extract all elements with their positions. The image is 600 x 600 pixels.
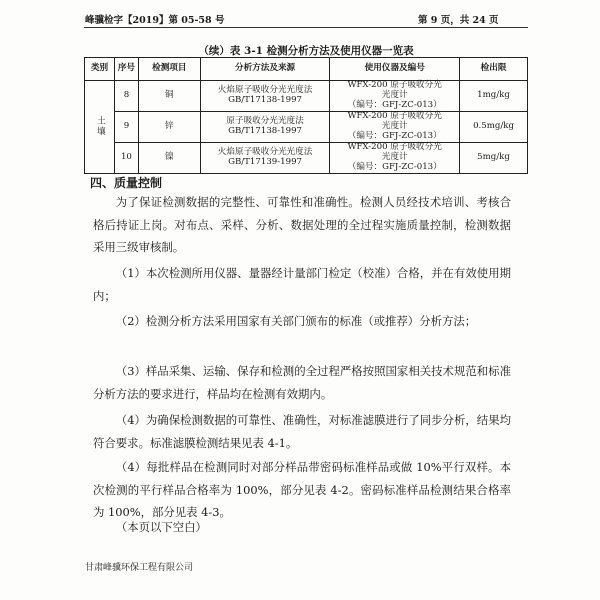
row-number: 8 [114,81,138,112]
page-indicator: 第 9 页，共 24 页 [418,15,499,26]
table-row [85,112,528,143]
document-number: 峰骥检字【2019】第 05-58 号 [85,15,225,26]
qc-item-1: （1）本次检测所用仪器、量器经计量部门检定（校准）合格，并在有效使用期内； [93,266,511,303]
blank-note: （本页以下空白） [115,520,207,534]
row-item: 镍 [138,143,200,174]
instrument-name: WFX-200 原子吸收分光 [347,111,442,122]
row-instrument [330,81,460,112]
instrument-type: 光度计 [381,121,408,132]
column-header-limit: 检出限 [460,58,528,81]
method-standard: GB/T17138-1997 [228,126,303,136]
column-header-item: 检测项目 [138,58,200,81]
instrument-type: 光度计 [381,90,408,101]
method-name: 火焰原子吸收分光光度法 [217,85,313,96]
qc-item-5: （4）每批样品在检测同时对部分样品带密码标准样品或做 10%平行双样。本次检测的平行样品合格率为 100%，部分见表 4-2。密码标准样品检测结果合格率为 100%，部分见表 4-3。 [93,460,511,520]
table-row [85,143,528,174]
row-method [200,112,330,143]
qc-item-3: （3）样品采集、运输、保存和检测的全过程严格按照国家相关技术规范和标准分析方法的要求进行，样品均在检测有效期内。 [93,364,511,401]
row-method [200,81,330,112]
table-row [85,81,528,112]
row-instrument [330,143,460,174]
method-name: 原子吸收分光光度法 [226,116,304,127]
intro-paragraph: 为了保证检测数据的完整性、可靠性和准确性。检测人员经技术培训、考核合格后持证上岗。对布点、采样、分析、数据处理的全过程实施质量控制，检测数据采用三级审核制。 [93,195,511,255]
method-standard: GB/T17138-1997 [228,95,303,105]
row-item: 铜 [138,81,200,112]
column-header-category: 类别 [85,58,115,81]
category-cell: 土壤 [85,81,115,174]
row-method [200,143,330,174]
section-title: 四、质量控制 [90,176,163,190]
qc-item-2: （2）检测分析方法采用国家有关部门颁布的标准（或推荐）分析方法； [115,314,477,328]
method-standard: GB/T17139-1997 [228,157,303,167]
row-limit: 5mg/kg [460,143,528,174]
row-number: 10 [114,143,138,174]
column-header-method: 分析方法及来源 [200,58,330,81]
instrument-code: （编号：GFJ-ZC-013） [347,99,442,110]
company-footer: 甘肃峰骥环保工程有限公司 [85,563,194,573]
row-number: 9 [114,112,138,143]
instrument-name: WFX-200 原子吸收分光 [347,142,442,153]
header-divider [84,27,528,28]
row-limit: 1mg/kg [460,81,528,112]
table-caption: （续）表 3-1 检测分析方法及使用仪器一览表 [198,45,414,57]
row-limit: 0.5mg/kg [460,112,528,143]
instrument-code: （编号：GFJ-ZC-013） [347,130,442,141]
row-item: 锌 [138,112,200,143]
method-name: 火焰原子吸收分光光度法 [217,147,313,158]
instrument-code: （编号：GFJ-ZC-013） [347,161,442,172]
column-header-instrument: 使用仪器及编号 [330,58,460,81]
instrument-name: WFX-200 原子吸收分光 [347,80,442,91]
qc-item-4: （4）为确保检测数据的可靠性、准确性，对标准滤膜进行了同步分析，结果均符合要求。标准滤膜检测结果见表 4-1。 [93,413,511,450]
methods-table [84,57,528,174]
row-instrument [330,112,460,143]
table-header-row [85,58,528,81]
column-header-number: 序号 [114,58,138,81]
instrument-type: 光度计 [381,152,408,163]
